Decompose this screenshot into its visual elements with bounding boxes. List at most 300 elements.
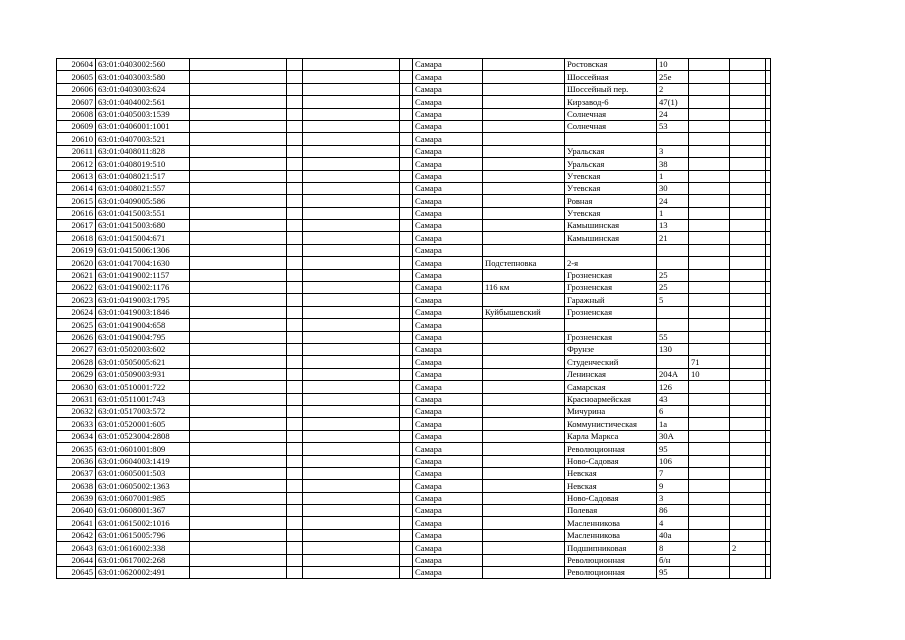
cell-city: Самара [413,405,483,417]
cell-col-empty-b [287,232,303,244]
cell-col-empty-d [400,83,413,95]
cell-apartment [730,269,766,281]
table-row [57,430,771,442]
cell-col-empty-c [303,207,400,219]
cell-apartment [730,195,766,207]
cell-street: Мичурина [565,405,657,417]
cell-apartment [730,294,766,306]
cell-record-number: 20625 [57,319,96,331]
cell-street: Грозненская [565,269,657,281]
cell-locality [483,393,565,405]
cell-street [565,319,657,331]
cell-record-number: 20605 [57,71,96,83]
cell-house-number: 1 [657,170,689,182]
cell-record-number: 20645 [57,567,96,579]
cell-house-number: 95 [657,567,689,579]
cell-building [689,220,730,232]
cell-col-empty-e [766,244,771,256]
cell-col-empty-a [190,517,287,529]
cell-col-empty-e [766,257,771,269]
cell-col-empty-e [766,567,771,579]
cell-col-empty-b [287,356,303,368]
cell-locality: Подстепновка [483,257,565,269]
cell-apartment [730,257,766,269]
cell-building [689,158,730,170]
cell-record-number: 20631 [57,393,96,405]
cell-col-empty-a [190,356,287,368]
cell-apartment [730,96,766,108]
cell-apartment [730,207,766,219]
cell-col-empty-c [303,455,400,467]
cell-city: Самара [413,430,483,442]
cell-col-empty-b [287,554,303,566]
cell-apartment [730,145,766,157]
cell-house-number [657,306,689,318]
table-row [57,331,771,343]
cell-col-empty-e [766,133,771,145]
table-row [57,269,771,281]
cell-col-empty-c [303,492,400,504]
cell-col-empty-d [400,542,413,554]
cell-col-empty-e [766,405,771,417]
cell-building [689,244,730,256]
cell-building [689,306,730,318]
table-row [57,257,771,269]
cell-col-empty-d [400,567,413,579]
cell-building: 10 [689,368,730,380]
cell-locality: Куйбышевский [483,306,565,318]
cell-house-number [657,257,689,269]
cell-house-number: 3 [657,492,689,504]
cell-house-number: 43 [657,393,689,405]
cell-record-number: 20644 [57,554,96,566]
cell-city: Самара [413,542,483,554]
cell-cadastral-number: 63:01:0407003:521 [96,133,190,145]
cell-col-empty-c [303,467,400,479]
cell-col-empty-a [190,529,287,541]
cell-col-empty-b [287,108,303,120]
cell-house-number: 6 [657,405,689,417]
cell-col-empty-a [190,567,287,579]
cell-street: Грозненская [565,282,657,294]
cell-col-empty-b [287,220,303,232]
cell-record-number: 20637 [57,467,96,479]
cell-record-number: 20613 [57,170,96,182]
cell-city: Самара [413,244,483,256]
cell-building [689,343,730,355]
cell-record-number: 20632 [57,405,96,417]
cell-locality [483,83,565,95]
cell-building [689,542,730,554]
cell-col-empty-a [190,71,287,83]
cell-house-number: 21 [657,232,689,244]
cell-house-number: 95 [657,443,689,455]
cell-apartment [730,418,766,430]
cell-street: Ровная [565,195,657,207]
cell-record-number: 20620 [57,257,96,269]
cell-building [689,505,730,517]
table-row [57,182,771,194]
cell-city: Самара [413,480,483,492]
cell-col-empty-d [400,257,413,269]
cell-apartment [730,517,766,529]
cell-col-empty-c [303,517,400,529]
cell-cadastral-number: 63:01:0415006:1306 [96,244,190,256]
cell-apartment [730,59,766,71]
cell-city: Самара [413,282,483,294]
cell-col-empty-e [766,294,771,306]
cell-street [565,133,657,145]
cell-col-empty-d [400,294,413,306]
cell-building [689,405,730,417]
cell-col-empty-a [190,59,287,71]
cell-house-number: 5 [657,294,689,306]
cell-building [689,145,730,157]
cell-col-empty-c [303,108,400,120]
cell-building: 71 [689,356,730,368]
cell-record-number: 20612 [57,158,96,170]
cell-apartment [730,554,766,566]
cell-house-number: 47(1) [657,96,689,108]
cell-col-empty-d [400,381,413,393]
cell-col-empty-c [303,71,400,83]
cell-col-empty-b [287,567,303,579]
cell-col-empty-c [303,133,400,145]
cell-col-empty-d [400,269,413,281]
cell-col-empty-b [287,257,303,269]
cell-city: Самара [413,96,483,108]
cell-col-empty-c [303,343,400,355]
cell-house-number: 30 [657,182,689,194]
cell-cadastral-number: 63:01:0505005:621 [96,356,190,368]
cell-city: Самара [413,83,483,95]
cell-col-empty-b [287,418,303,430]
cell-col-empty-e [766,145,771,157]
cell-street: Грозненская [565,331,657,343]
cell-locality [483,220,565,232]
cell-house-number: 24 [657,195,689,207]
table-row [57,443,771,455]
cell-building [689,430,730,442]
cell-cadastral-number: 63:01:0615002:1016 [96,517,190,529]
table-row [57,356,771,368]
cell-city: Самара [413,232,483,244]
cell-street: Масленникова [565,529,657,541]
cell-cadastral-number: 63:01:0520001:605 [96,418,190,430]
cell-col-empty-c [303,505,400,517]
cell-col-empty-d [400,331,413,343]
cell-house-number: 7 [657,467,689,479]
cell-cadastral-number: 63:01:0403002:560 [96,59,190,71]
cell-house-number: 4 [657,517,689,529]
cell-col-empty-e [766,120,771,132]
cell-record-number: 20623 [57,294,96,306]
cell-col-empty-c [303,83,400,95]
cell-street: Революционная [565,443,657,455]
cell-city: Самара [413,257,483,269]
cell-cadastral-number: 63:01:0415003:551 [96,207,190,219]
cell-col-empty-a [190,505,287,517]
cell-street: Уральская [565,145,657,157]
cell-house-number: 30А [657,430,689,442]
cell-apartment [730,244,766,256]
cell-locality [483,294,565,306]
table-row [57,158,771,170]
cell-locality [483,158,565,170]
cell-col-empty-a [190,220,287,232]
cell-col-empty-d [400,492,413,504]
cell-city: Самара [413,418,483,430]
cell-locality [483,505,565,517]
cell-city: Самара [413,195,483,207]
cell-col-empty-b [287,145,303,157]
cell-cadastral-number: 63:01:0404002:561 [96,96,190,108]
cell-apartment [730,170,766,182]
cell-col-empty-e [766,505,771,517]
cell-city: Самара [413,108,483,120]
cell-locality [483,244,565,256]
cell-col-empty-c [303,158,400,170]
cell-col-empty-d [400,319,413,331]
cell-cadastral-number: 63:01:0605002:1363 [96,480,190,492]
cell-col-empty-e [766,455,771,467]
cell-house-number: 204А [657,368,689,380]
cell-col-empty-a [190,319,287,331]
cell-house-number [657,244,689,256]
cell-col-empty-a [190,443,287,455]
cell-col-empty-b [287,405,303,417]
cell-city: Самара [413,331,483,343]
cell-city: Самара [413,306,483,318]
cell-col-empty-b [287,467,303,479]
cell-locality [483,343,565,355]
cell-col-empty-c [303,96,400,108]
cell-building [689,232,730,244]
cell-record-number: 20621 [57,269,96,281]
cell-cadastral-number: 63:01:0408021:557 [96,182,190,194]
cell-record-number: 20634 [57,430,96,442]
cell-building [689,96,730,108]
cell-apartment [730,343,766,355]
cell-col-empty-c [303,232,400,244]
cell-record-number: 20615 [57,195,96,207]
cell-col-empty-d [400,529,413,541]
cell-col-empty-e [766,480,771,492]
cell-cadastral-number: 63:01:0415003:680 [96,220,190,232]
cell-city: Самара [413,207,483,219]
cell-col-empty-b [287,170,303,182]
table-row [57,343,771,355]
cell-record-number: 20614 [57,182,96,194]
cell-street: Камышинская [565,220,657,232]
cell-col-empty-e [766,517,771,529]
cell-building [689,455,730,467]
cell-col-empty-a [190,368,287,380]
cell-building [689,133,730,145]
cell-building [689,195,730,207]
cell-house-number: 10 [657,59,689,71]
cell-col-empty-b [287,269,303,281]
cell-house-number: 13 [657,220,689,232]
cell-col-empty-e [766,343,771,355]
cell-col-empty-b [287,207,303,219]
cell-col-empty-a [190,492,287,504]
cell-city: Самара [413,356,483,368]
cell-col-empty-d [400,517,413,529]
cell-street: Солнечная [565,120,657,132]
cell-record-number: 20627 [57,343,96,355]
cell-house-number: 86 [657,505,689,517]
cell-col-empty-e [766,529,771,541]
cell-house-number: 55 [657,331,689,343]
cell-city: Самара [413,133,483,145]
cell-col-empty-c [303,120,400,132]
cell-street: Невская [565,467,657,479]
cell-locality [483,319,565,331]
cell-cadastral-number: 63:01:0417004:1630 [96,257,190,269]
cell-record-number: 20633 [57,418,96,430]
cell-locality [483,108,565,120]
cell-col-empty-c [303,405,400,417]
cell-city: Самара [413,269,483,281]
table-row [57,108,771,120]
cell-record-number: 20626 [57,331,96,343]
cell-locality [483,207,565,219]
cell-house-number: 24 [657,108,689,120]
cell-locality [483,120,565,132]
table-row [57,195,771,207]
cell-col-empty-e [766,430,771,442]
cell-house-number: 1а [657,418,689,430]
cell-col-empty-a [190,158,287,170]
cell-col-empty-d [400,207,413,219]
cell-record-number: 20616 [57,207,96,219]
cell-col-empty-d [400,96,413,108]
table-row [57,59,771,71]
cell-col-empty-d [400,343,413,355]
cell-col-empty-a [190,554,287,566]
cell-col-empty-b [287,71,303,83]
cell-apartment [730,108,766,120]
table-row [57,455,771,467]
cell-col-empty-b [287,96,303,108]
cell-apartment [730,71,766,83]
cell-col-empty-b [287,244,303,256]
cell-col-empty-c [303,430,400,442]
cell-col-empty-d [400,356,413,368]
cell-cadastral-number: 63:01:0419002:1157 [96,269,190,281]
cell-locality: 116 км [483,282,565,294]
cell-col-empty-b [287,59,303,71]
cell-street: Гаражный [565,294,657,306]
cell-building [689,120,730,132]
cell-col-empty-e [766,393,771,405]
cell-cadastral-number: 63:01:0617002:268 [96,554,190,566]
cell-building [689,182,730,194]
cell-apartment [730,368,766,380]
cell-col-empty-e [766,83,771,95]
cell-city: Самара [413,492,483,504]
cell-cadastral-number: 63:01:0509003:931 [96,368,190,380]
cell-col-empty-b [287,306,303,318]
cell-col-empty-e [766,220,771,232]
table-row [57,467,771,479]
cell-street: Камышинская [565,232,657,244]
cell-record-number: 20604 [57,59,96,71]
cell-locality [483,405,565,417]
cell-col-empty-d [400,120,413,132]
cell-col-empty-b [287,331,303,343]
cell-cadastral-number: 63:01:0408011:828 [96,145,190,157]
cell-locality [483,71,565,83]
cell-apartment [730,120,766,132]
cell-col-empty-c [303,195,400,207]
cell-apartment [730,405,766,417]
cell-col-empty-a [190,269,287,281]
cell-col-empty-c [303,244,400,256]
cell-record-number: 20619 [57,244,96,256]
cell-locality [483,145,565,157]
cell-house-number: 106 [657,455,689,467]
cell-street: Утевская [565,207,657,219]
cell-col-empty-d [400,430,413,442]
cell-house-number: 1 [657,207,689,219]
table-row [57,517,771,529]
cell-col-empty-e [766,418,771,430]
cell-city: Самара [413,294,483,306]
cell-col-empty-a [190,405,287,417]
cell-col-empty-e [766,356,771,368]
cell-col-empty-e [766,195,771,207]
cell-col-empty-c [303,319,400,331]
cell-cadastral-number: 63:01:0523004:2808 [96,430,190,442]
cell-apartment [730,505,766,517]
cell-col-empty-b [287,455,303,467]
cell-street: Утевская [565,170,657,182]
cell-locality [483,96,565,108]
cell-col-empty-e [766,108,771,120]
cell-street: Уральская [565,158,657,170]
cell-col-empty-d [400,195,413,207]
cell-street: Красноармейская [565,393,657,405]
cell-city: Самара [413,554,483,566]
cell-col-empty-a [190,343,287,355]
cell-col-empty-e [766,554,771,566]
cell-city: Самара [413,368,483,380]
cell-apartment [730,319,766,331]
cell-city: Самара [413,393,483,405]
cell-col-empty-e [766,306,771,318]
cell-col-empty-b [287,182,303,194]
cell-cadastral-number: 63:01:0419004:795 [96,331,190,343]
cell-house-number [657,356,689,368]
cell-apartment [730,455,766,467]
cell-apartment: 2 [730,542,766,554]
cell-col-empty-c [303,529,400,541]
cell-col-empty-d [400,182,413,194]
cell-city: Самара [413,381,483,393]
cell-street: Полевая [565,505,657,517]
cell-col-empty-c [303,418,400,430]
cell-col-empty-a [190,120,287,132]
cell-street: Шоссейная [565,71,657,83]
cell-street: Утевская [565,182,657,194]
cell-cadastral-number: 63:01:0517003:572 [96,405,190,417]
cell-record-number: 20639 [57,492,96,504]
cell-house-number: 25 [657,282,689,294]
cell-apartment [730,282,766,294]
cell-col-empty-e [766,467,771,479]
